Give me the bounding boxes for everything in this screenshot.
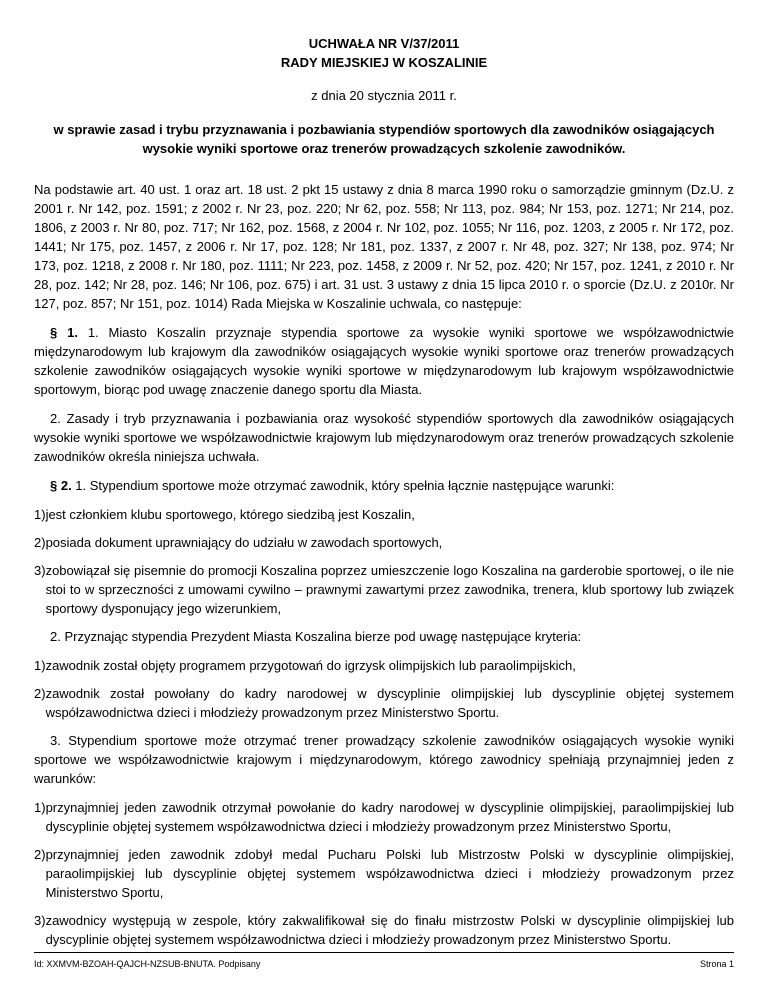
resolution-title: UCHWAŁA NR V/37/2011 bbox=[308, 36, 460, 51]
list-text: zobowiązał się pisemnie do promocji Koszalina poprzez umieszczenie logo Koszalina na garderobie sportowej, o ile nie stoi to w sprzeczności z umowami cywilno – prawnymi zawartymi przez zawodnika, trenera, klub sportowy lub związek sportowy dysponujący jego wizerunkiem, bbox=[45, 563, 734, 616]
section-2-paragraph-2: 2. Przyznając stypendia Prezydent Miasta Koszalina bierze pod uwagę następujące kryteria: bbox=[50, 629, 582, 644]
list-item bbox=[34, 845, 734, 902]
page-footer bbox=[34, 952, 734, 969]
list-number: 2) bbox=[34, 847, 46, 862]
document-id: Id: XXMVM-BZOAH-QAJCH-NZSUB-BNUTA. Podpisany bbox=[34, 959, 261, 969]
section-1-paragraph-1 bbox=[34, 323, 734, 399]
list-number: 2) bbox=[34, 686, 46, 701]
resolution-subject: w sprawie zasad i trybu przyznawania i pozbawiania stypendiów sportowych dla zawodników osiągających wysokie wyniki sportowe oraz trenerów prowadzących szkolenie zawodników. bbox=[53, 122, 715, 156]
list-number: 3) bbox=[34, 563, 46, 578]
list-text: przynajmniej jeden zawodnik otrzymał powołanie do kadry narodowej w dyscyplinie olimpijskiej, paraolimpijskiej lub dyscyplinie objętej systemem współzawodnictwa dzieci i młodzieży prowadzonym przez Ministerstwo Sportu, bbox=[45, 800, 734, 834]
section-2-label: § 2. bbox=[50, 478, 72, 493]
list-number: 1) bbox=[34, 800, 46, 815]
section-1-label: § 1. bbox=[50, 325, 78, 340]
list-item bbox=[34, 684, 734, 722]
resolution-date: z dnia 20 stycznia 2011 r. bbox=[311, 88, 457, 103]
section-1-p1-text: 1. Miasto Koszalin przyznaje stypendia sportowe za wysokie wyniki sportowe we współzawodnictwie międzynarodowym lub krajowym dla zawodników osiągających wysokie wyniki sportowe oraz trenerów prowadzących szkolenie zawodników osiągających wysokie wyniki sportowe w międzynarodowym lub krajowym współzawodnictwie sportowym, biorąc pod uwagę znaczenie danego sportu dla Miasta. bbox=[34, 325, 734, 397]
preamble: Na podstawie art. 40 ust. 1 oraz art. 18 ust. 2 pkt 15 ustawy z dnia 8 marca 1990 roku o samorządzie gminnym (Dz.U. z 2001 r. Nr 142, poz. 1591; z 2002 r. Nr 23, poz. 220; Nr 62, poz. 558; Nr 113, poz. 984; Nr 153, poz. 1271; Nr 214, poz. 1806, z 2003 r. Nr 80, poz. 717; Nr 162, poz. 1568, z 2004 r. Nr 102, poz. 1055; Nr 116, poz. 1203, z 2005 r. Nr 172, poz. 1441; Nr 175, poz. 1457, z 2006 r. Nr 17, poz. 128; Nr 181, poz. 1337, z 2007 r. Nr 48, poz. 327; Nr 138, poz. 974; Nr 173, poz. 1218, z 2008 r. Nr 180, poz. 1111; Nr 223, poz. 1458, z 2009 r. Nr 52, poz. 420; Nr 157, poz. 1241, z 2010 r. Nr 28, poz. 142; Nr 28, poz. 146; Nr 106, poz. 675) i art. 31 ust. 3 ustawy z dnia 15 lipca 2010 r. o sporcie (Dz.U. z 2010r. Nr 127, poz. 857; Nr 151, poz. 1014) Rada Miejska w Koszalinie uchwala, co następuje: bbox=[34, 182, 734, 311]
page-number: Strona 1 bbox=[699, 959, 734, 969]
list-text: zawodnicy występują w zespole, który zakwalifikował się do finału mistrzostw Polski w dyscyplinie olimpijskiej lub dyscyplinie objętej systemem współzawodnictwa dzieci i młodzieży prowadzonym przez Ministerstwo Sportu. bbox=[45, 913, 734, 947]
list-number: 2) bbox=[34, 535, 46, 550]
section-2-paragraph-3: 3. Stypendium sportowe może otrzymać trener prowadzący szkolenie zawodników osiągających wysokie wyniki sportowe we współzawodnictwie krajowym i międzynarodowym, którego zawodnicy spełniają przynajmniej jeden z warunków: bbox=[34, 733, 734, 786]
section-2-paragraph-1 bbox=[34, 476, 734, 495]
list-item bbox=[34, 798, 734, 836]
section-1-paragraph-2: 2. Zasady i tryb przyznawania i pozbawiania oraz wysokość stypendiów sportowych dla zawodników osiągających wysokie wyniki sportowe we współzawodnictwie krajowym lub międzynarodowym oraz trenerów prowadzących szkolenie zawodników określa niniejsza uchwała. bbox=[34, 411, 734, 464]
list-text: zawodnik został powołany do kadry narodowej w dyscyplinie olimpijskiej lub dyscyplinie objętej systemem współzawodnictwa dzieci i młodzieży prowadzonym przez Ministerstwo Sportu. bbox=[45, 686, 734, 720]
council-title: RADY MIEJSKIEJ W KOSZALINIE bbox=[280, 55, 488, 70]
section-2-p1-text: 1. Stypendium sportowe może otrzymać zawodnik, który spełnia łącznie następujące warunki: bbox=[71, 478, 615, 493]
list-number: 1) bbox=[34, 658, 46, 673]
list-text: posiada dokument uprawniający do udziału w zawodach sportowych, bbox=[45, 535, 443, 550]
document-body bbox=[34, 180, 734, 958]
list-number: 3) bbox=[34, 913, 46, 928]
list-item bbox=[34, 505, 734, 524]
list-item bbox=[34, 656, 734, 675]
list-item bbox=[34, 911, 734, 949]
list-item bbox=[34, 533, 734, 552]
list-number: 1) bbox=[34, 507, 46, 522]
list-text: zawodnik został objęty programem przygotowań do igrzysk olimpijskich lub paraolimpijskich, bbox=[45, 658, 576, 673]
list-item bbox=[34, 561, 734, 618]
list-text: przynajmniej jeden zawodnik zdobył medal Pucharu Polski lub Mistrzostw Polski w dyscyplinie olimpijskiej, paraolimpijskiej lub dyscyplinie objętej systemem współzawodnictwa dzieci i młodzieży prowadzonym przez Ministerstwo Sportu, bbox=[45, 847, 734, 900]
list-text: jest członkiem klubu sportowego, którego siedzibą jest Koszalin, bbox=[45, 507, 415, 522]
